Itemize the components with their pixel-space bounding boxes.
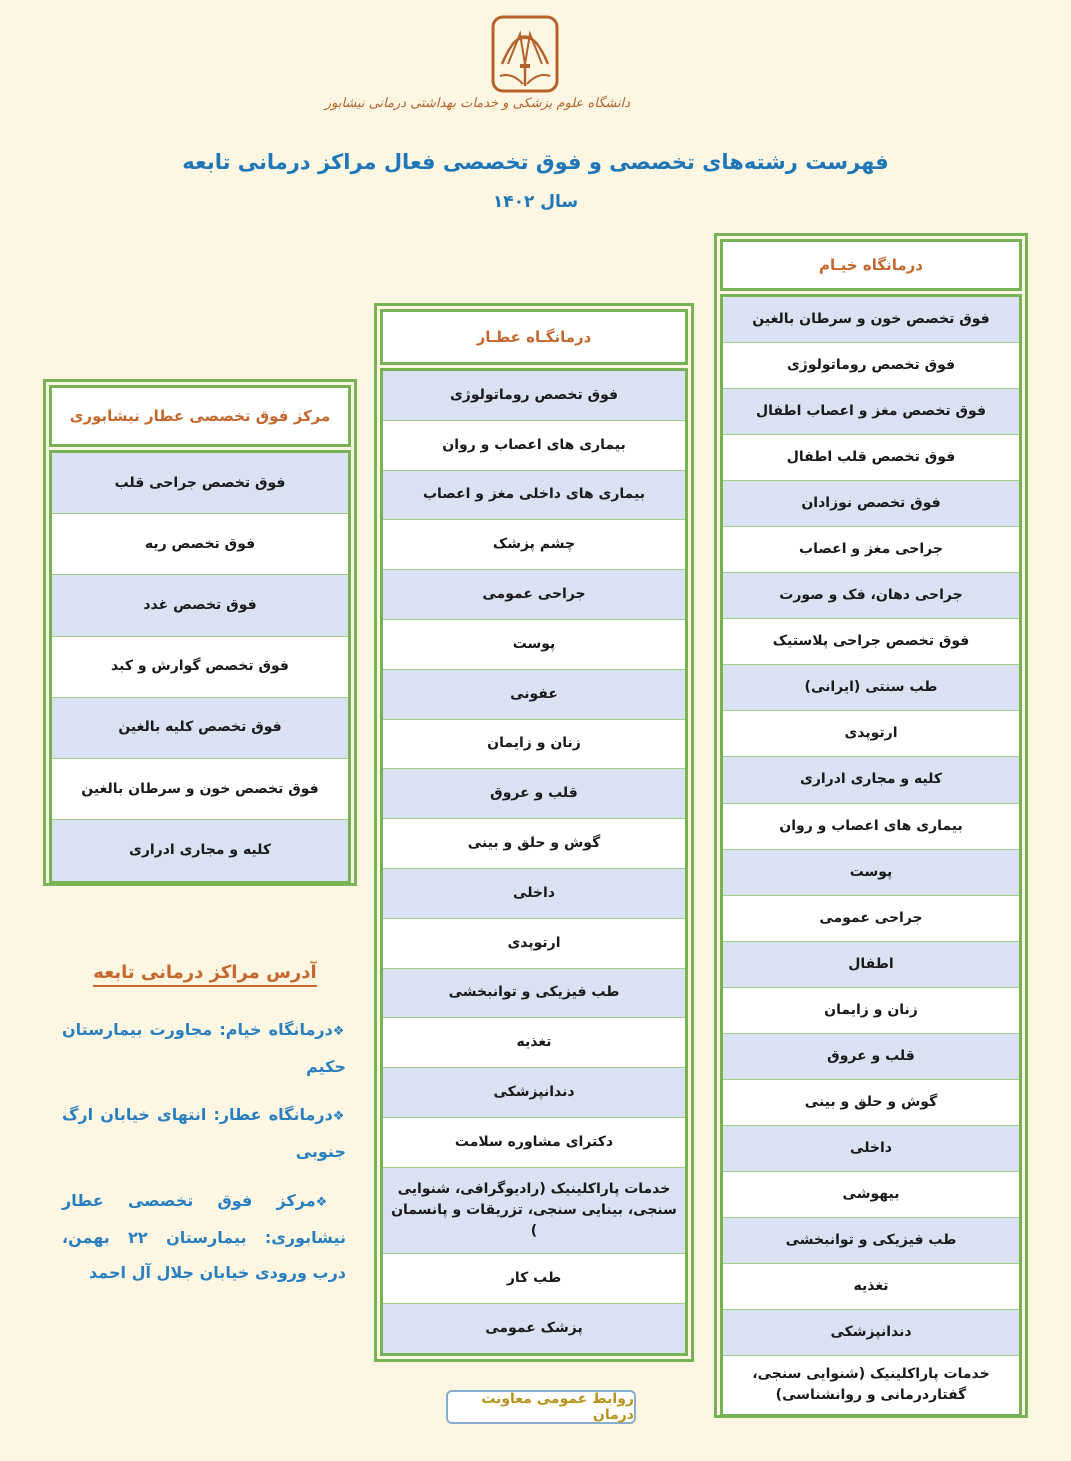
list-item: جراحی مغز و اعصاب xyxy=(723,527,1019,573)
list-item: جراحی عمومی xyxy=(383,570,685,620)
list-item: فوق تخصص کلیه بالغین xyxy=(52,698,348,759)
diamond-bullet-icon: ❖ xyxy=(332,1024,346,1039)
list-item: تغذیه xyxy=(383,1018,685,1068)
list-item: بیماری های اعصاب و روان xyxy=(383,421,685,471)
specialty-list xyxy=(49,450,351,884)
list-item: فوق تخصص قلب اطفال xyxy=(723,435,1019,481)
list-item: قلب و عروق xyxy=(723,1034,1019,1080)
public-relations-badge: روابط عمومی معاونت درمان xyxy=(446,1390,636,1424)
list-item: ارتوپدی xyxy=(383,919,685,969)
list-item: ارتوپدی xyxy=(723,711,1019,757)
list-item: جراحی دهان، فک و صورت xyxy=(723,573,1019,619)
list-item: فوق تخصص جراحی قلب xyxy=(52,453,348,514)
address-item-super-center: ❖مرکز فوق تخصصی عطار نیشابوری: بیمارستان ۲۲ بهمن، درب ورودی خیابان جلال آل احمد xyxy=(62,1191,347,1282)
column-attar-neyshabouri-center xyxy=(43,379,357,886)
specialty-list xyxy=(380,368,688,1356)
list-item: قلب و عروق xyxy=(383,769,685,819)
logo-caption: دانشگاه علوم پزشکی و خدمات بهداشتی درمانی نیشابور xyxy=(324,96,630,111)
list-item: فوق تخصص خون و سرطان بالغین xyxy=(52,759,348,820)
list-item: دندانپزشکی xyxy=(723,1310,1019,1356)
list-item: طب کار xyxy=(383,1254,685,1304)
column-header: درمانگـاه عطـار xyxy=(380,309,688,365)
list-item: فوق تخصص روماتولوژی xyxy=(383,371,685,421)
list-item: داخلی xyxy=(723,1126,1019,1172)
list-item: فوق تخصص جراحی پلاستیک xyxy=(723,619,1019,665)
list-item: پوست xyxy=(383,620,685,670)
list-item: طب فیزیکی و توانبخشی xyxy=(723,1218,1019,1264)
list-item: فوق تخصص گوارش و کبد xyxy=(52,637,348,698)
list-item: دندانپزشکی xyxy=(383,1068,685,1118)
specialty-list xyxy=(720,294,1022,1417)
list-item: طب سنتی (ایرانی) xyxy=(723,665,1019,711)
column-attar-clinic xyxy=(374,303,694,1362)
list-item: کلیه و مجاری ادراری xyxy=(723,757,1019,803)
university-emblem-icon xyxy=(490,14,560,94)
list-item: دکترای مشاوره سلامت xyxy=(383,1118,685,1168)
list-item: داخلی xyxy=(383,869,685,919)
diamond-bullet-icon: ❖ xyxy=(315,1195,347,1210)
column-header: مرکز فوق تخصصی عطار نیشابوری xyxy=(49,385,351,447)
list-item: بیماری های داخلی مغز و اعصاب xyxy=(383,471,685,521)
list-item: پوست xyxy=(723,850,1019,896)
page-subtitle: سال ۱۴۰۲ xyxy=(492,192,579,212)
list-item: گوش و حلق و بینی xyxy=(723,1080,1019,1126)
column-khayyam-clinic xyxy=(714,233,1028,1418)
page-title: فهرست رشته‌های تخصصی و فوق تخصصی فعال مراکز درمانی تابعه xyxy=(182,150,889,174)
list-item: بیهوشی xyxy=(723,1172,1019,1218)
addresses-heading: آدرس مراکز درمانی تابعه xyxy=(60,962,350,983)
list-item: زنان و زایمان xyxy=(723,988,1019,1034)
list-item: زنان و زایمان xyxy=(383,720,685,770)
list-item: فوق تخصص روماتولوژی xyxy=(723,343,1019,389)
list-item: فوق تخصص مغز و اعصاب اطفال xyxy=(723,389,1019,435)
list-item: خدمات پاراکلینیک (رادیوگرافی، شنوایی سنجی، بینایی سنجی، تزریقات و پانسمان ) xyxy=(383,1168,685,1254)
university-logo xyxy=(324,14,630,124)
list-item: پزشک عمومی xyxy=(383,1304,685,1354)
column-header: درمانگاه خیـام xyxy=(720,239,1022,291)
list-item: اطفال xyxy=(723,942,1019,988)
list-item: جراحی عمومی xyxy=(723,896,1019,942)
list-item: عفونی xyxy=(383,670,685,720)
list-item: چشم پزشک xyxy=(383,520,685,570)
diamond-bullet-icon: ❖ xyxy=(332,1109,347,1124)
list-item: فوق تخصص نوزادان xyxy=(723,481,1019,527)
list-item: گوش و حلق و بینی xyxy=(383,819,685,869)
address-item-khayyam: ❖درمانگاه خیام: مجاورت بیمارستان حکیم xyxy=(62,1020,346,1076)
list-item: خدمات پاراکلینیک (شنوایی سنجی، گفتاردرمانی و روانشناسی) xyxy=(752,1366,990,1404)
list-item: فوق تخصص غدد xyxy=(52,575,348,636)
list-item: کلیه و مجاری ادراری xyxy=(52,820,348,881)
list-item: فوق تخصص ریه xyxy=(52,514,348,575)
list-item: تغذیه xyxy=(723,1264,1019,1310)
list-item: طب فیزیکی و توانبخشی xyxy=(383,969,685,1019)
address-item-attar: ❖درمانگاه عطار: انتهای خیابان ارگ جنوبی xyxy=(62,1105,347,1161)
list-item: فوق تخصص خون و سرطان بالغین xyxy=(723,297,1019,343)
list-item: بیماری های اعصاب و روان xyxy=(723,804,1019,850)
